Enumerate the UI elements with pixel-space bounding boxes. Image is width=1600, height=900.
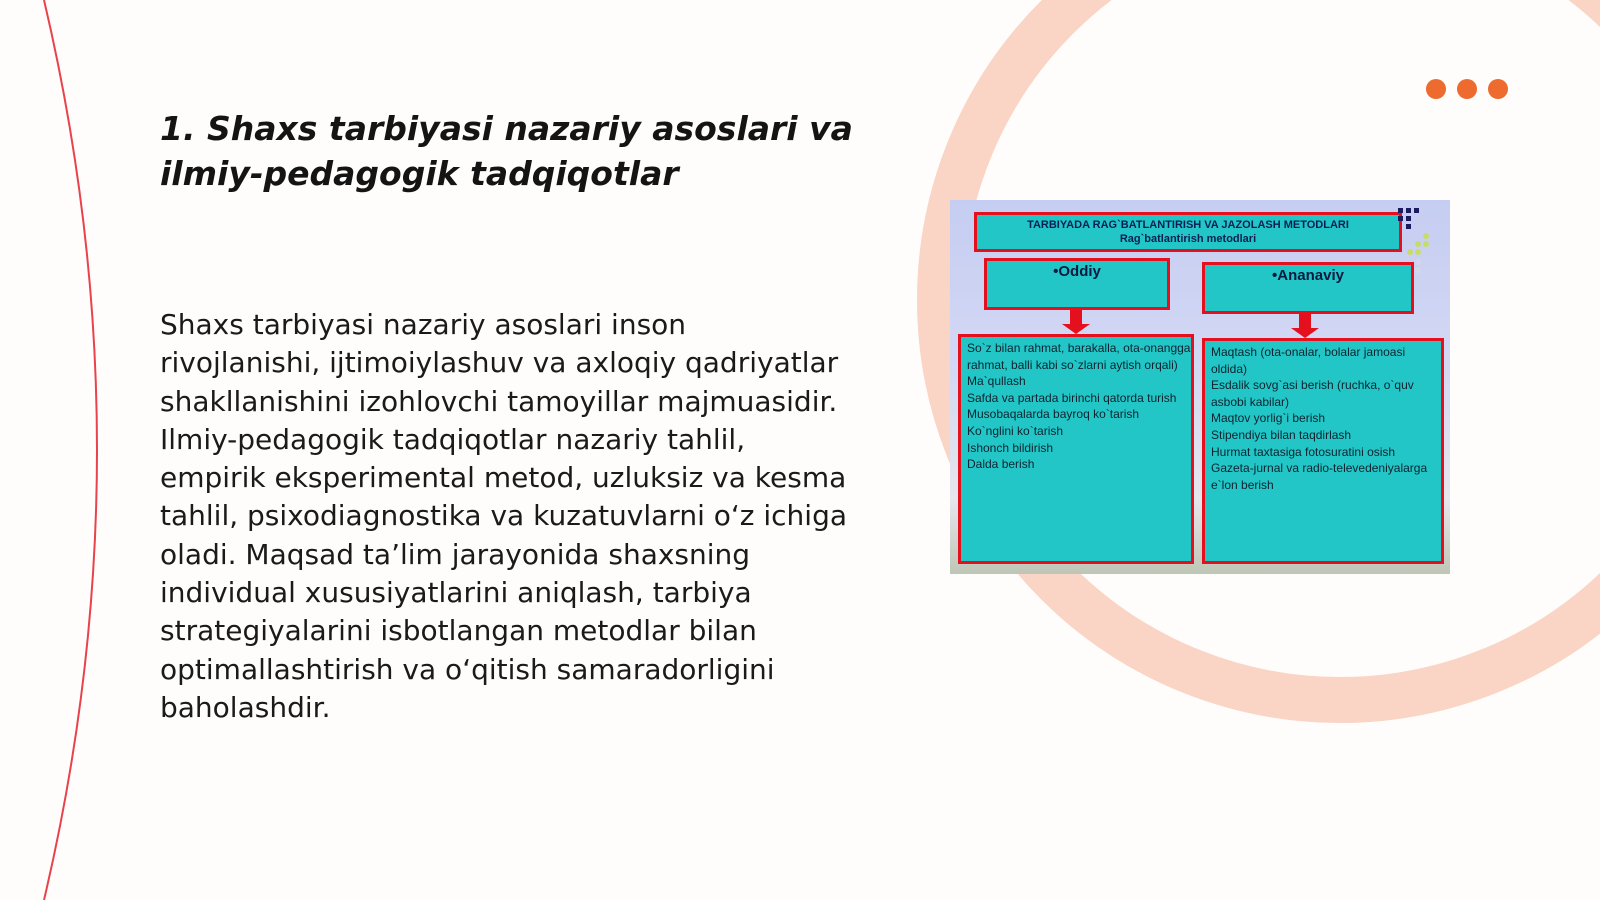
dot-icon [1426, 79, 1446, 99]
diagram-header [974, 212, 1402, 252]
category-label-oddiy: •Oddiy [1053, 263, 1101, 280]
category-label-ananaviy: •Ananaviy [1272, 267, 1344, 284]
list-box-ananaviy [1202, 338, 1444, 564]
arrow-head-icon [1291, 328, 1319, 338]
arrow-icon [1299, 314, 1311, 328]
slide-title: 1. Shaxs tarbiyasi nazariy asoslari va ilmiy-pedagogik tadqiqotlar [160, 109, 853, 193]
dot-icon [1457, 79, 1477, 99]
more-dots-icon [1426, 79, 1508, 99]
diagram-subtitle: Rag`batlantirish metodlari [1119, 233, 1257, 245]
list-ananaviy: Maqtash (ota-onalar, bolalar jamoasi oldida) Esdalik sovg`asi berish (ruchka, o`quv asbobi kabilar) Maqtov yorlig`i berish Stipendiya bilan taqdirlash Hurmat taxtasiga fotosuratini osish Gazeta-jurnal va radio-televedeniyalarga e`lon berish [1211, 345, 1428, 492]
dot-icon [1488, 79, 1508, 99]
category-box-ananaviy [1202, 262, 1414, 314]
diagram-title: TARBIYADA RAG`BATLANTIRISH VA JAZOLASH METODLARI [1027, 219, 1349, 231]
slide-body-text: Shaxs tarbiyasi nazariy asoslari inson rivojlanishi, ijtimoiylashuv va axloqiy qadriyatlar shakllanishini izohlovchi tamoyillar majmuasidir. Ilmiy-pedagogik tadqiqotlar nazariy tahlil, empirik eksperimental metod, uzluksiz va kesma tahlil, psixodiagnostika va kuzatuvlarni o‘z ichiga oladi. Maqsad ta’lim jarayonida shaxsning individual xususiyatlarini aniqlash, tarbiya strategiyalarini isbotlangan metodlar bilan optimallashtirish va o‘qitish samaradorligini baholashdir. [160, 308, 848, 724]
list-box-oddiy [958, 334, 1194, 564]
list-oddiy: So`z bilan rahmat, barakalla, ota-onangga rahmat, balli kabi so`zlarni aytish orqali) Ma`qullash Safda va partada birinchi qatorda turish Musobaqalarda bayroq ko`tarish Ko`nglini ko`tarish Ishonch bildirish Dalda berish [967, 341, 1191, 472]
left-curve-line [44, 0, 97, 900]
methods-diagram-image [950, 200, 1450, 574]
arrow-head-icon [1062, 324, 1090, 334]
arrow-icon [1070, 310, 1082, 324]
category-box-oddiy [984, 258, 1170, 310]
